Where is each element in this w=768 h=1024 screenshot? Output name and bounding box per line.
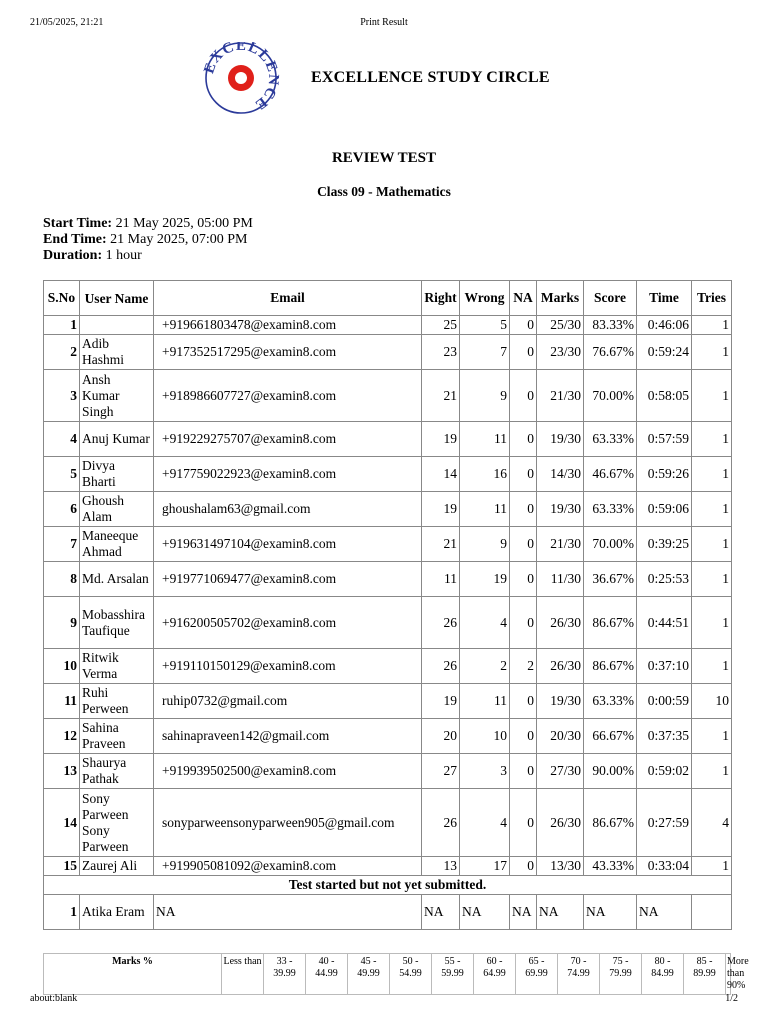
cell-email: +917759022923@examin8.com: [154, 457, 422, 492]
cell-na: 0: [510, 527, 537, 562]
logo-text: EXCELLENCE: [202, 42, 280, 114]
cell-sno: 3: [44, 370, 80, 422]
cell-right: 20: [422, 719, 460, 754]
cell-email: +919905081092@examin8.com: [154, 857, 422, 876]
cell-na: NA: [510, 895, 537, 930]
cell-right: NA: [422, 895, 460, 930]
logo: [202, 42, 280, 114]
distribution-label: Marks %: [44, 954, 222, 995]
cell-tries: 1: [692, 597, 732, 649]
cell-wrong: 10: [460, 719, 510, 754]
print-title: Print Result: [360, 17, 408, 28]
cell-na: 0: [510, 789, 537, 857]
table-row: [44, 335, 732, 370]
col-header: Wrong: [460, 281, 510, 316]
cell-na: 2: [510, 649, 537, 684]
not-submitted-heading-row: [44, 876, 732, 895]
cell-right: 14: [422, 457, 460, 492]
cell-tries: 1: [692, 754, 732, 789]
cell-score: 83.33%: [584, 316, 637, 335]
cell-score: NA: [584, 895, 637, 930]
distribution-bucket: 33 - 39.99: [264, 954, 306, 995]
duration-value: 1 hour: [105, 248, 142, 263]
not-submitted-body: [44, 895, 732, 930]
cell-sno: 7: [44, 527, 80, 562]
cell-email: +919771069477@examin8.com: [154, 562, 422, 597]
cell-user-name: Shaurya Pathak: [80, 754, 154, 789]
cell-user-name: Ritwik Verma: [80, 649, 154, 684]
cell-user-name: Ruhi Perween: [80, 684, 154, 719]
cell-marks: 26/30: [537, 597, 584, 649]
col-header: Tries: [692, 281, 732, 316]
table-row: [44, 492, 732, 527]
cell-marks: 26/30: [537, 789, 584, 857]
table-row: [44, 684, 732, 719]
cell-user-name: Zaurej Ali: [80, 857, 154, 876]
cell-time: 0:44:51: [637, 597, 692, 649]
cell-marks: 19/30: [537, 492, 584, 527]
cell-email: sonyparweensonyparween905@gmail.com: [154, 789, 422, 857]
cell-wrong: 19: [460, 562, 510, 597]
cell-marks: 21/30: [537, 527, 584, 562]
table-row: [44, 527, 732, 562]
cell-time: 0:59:26: [637, 457, 692, 492]
cell-email: +919110150129@examin8.com: [154, 649, 422, 684]
cell-sno: 9: [44, 597, 80, 649]
cell-right: 19: [422, 492, 460, 527]
cell-score: 90.00%: [584, 754, 637, 789]
distribution-header-row: [44, 954, 731, 995]
cell-email: +919939502500@examin8.com: [154, 754, 422, 789]
cell-user-name: Adib Hashmi: [80, 335, 154, 370]
cell-wrong: 3: [460, 754, 510, 789]
cell-right: 19: [422, 422, 460, 457]
cell-time: 0:58:05: [637, 370, 692, 422]
cell-tries: 1: [692, 649, 732, 684]
cell-right: 23: [422, 335, 460, 370]
cell-user-name: Ansh Kumar Singh: [80, 370, 154, 422]
cell-user-name: Sony Parween Sony Parween: [80, 789, 154, 857]
table-row: [44, 370, 732, 422]
start-value: 21 May 2025, 05:00 PM: [115, 216, 253, 231]
cell-na: 0: [510, 754, 537, 789]
cell-email: +918986607727@examin8.com: [154, 370, 422, 422]
cell-tries: 4: [692, 789, 732, 857]
cell-right: 26: [422, 649, 460, 684]
cell-score: 43.33%: [584, 857, 637, 876]
cell-email: +919631497104@examin8.com: [154, 527, 422, 562]
table-row: [44, 457, 732, 492]
distribution-bucket: 70 - 74.99: [558, 954, 600, 995]
cell-wrong: 16: [460, 457, 510, 492]
cell-marks: 26/30: [537, 649, 584, 684]
cell-sno: 2: [44, 335, 80, 370]
table-row: [44, 789, 732, 857]
cell-tries: [692, 895, 732, 930]
not-submitted-label: Test started but not yet submitted.: [44, 876, 732, 895]
cell-right: 13: [422, 857, 460, 876]
cell-na: 0: [510, 719, 537, 754]
footer-page: 1/2: [725, 993, 738, 1004]
cell-tries: 1: [692, 316, 732, 335]
cell-wrong: 2: [460, 649, 510, 684]
cell-marks: 27/30: [537, 754, 584, 789]
cell-marks: 20/30: [537, 719, 584, 754]
cell-score: 63.33%: [584, 422, 637, 457]
col-header: Marks: [537, 281, 584, 316]
cell-right: 25: [422, 316, 460, 335]
cell-right: 21: [422, 370, 460, 422]
cell-time: 0:33:04: [637, 857, 692, 876]
cell-tries: 1: [692, 422, 732, 457]
cell-tries: 1: [692, 562, 732, 597]
cell-email: ruhip0732@gmail.com: [154, 684, 422, 719]
table-row: [44, 857, 732, 876]
cell-marks: NA: [537, 895, 584, 930]
cell-time: 0:00:59: [637, 684, 692, 719]
cell-marks: 13/30: [537, 857, 584, 876]
distribution-bucket: More than 90%: [726, 954, 731, 995]
distribution-bucket: 40 - 44.99: [306, 954, 348, 995]
cell-score: 76.67%: [584, 335, 637, 370]
cell-right: 26: [422, 789, 460, 857]
distribution-bucket: 50 - 54.99: [390, 954, 432, 995]
cell-score: 86.67%: [584, 649, 637, 684]
duration-label: Duration:: [43, 248, 103, 263]
cell-wrong: 7: [460, 335, 510, 370]
cell-na: 0: [510, 492, 537, 527]
cell-user-name: Maneeque Ahmad: [80, 527, 154, 562]
col-header: NA: [510, 281, 537, 316]
cell-wrong: NA: [460, 895, 510, 930]
cell-wrong: 4: [460, 597, 510, 649]
cell-time: 0:25:53: [637, 562, 692, 597]
cell-score: 66.67%: [584, 719, 637, 754]
cell-wrong: 11: [460, 684, 510, 719]
distribution-bucket: 75 - 79.99: [600, 954, 642, 995]
table-row: [44, 754, 732, 789]
cell-na: 0: [510, 857, 537, 876]
cell-time: 0:39:25: [637, 527, 692, 562]
cell-user-name: Divya Bharti: [80, 457, 154, 492]
cell-user-name: Atika Eram: [80, 895, 154, 930]
table-row: [44, 422, 732, 457]
cell-user-name: Ghoush Alam: [80, 492, 154, 527]
start-label: Start Time:: [43, 216, 113, 231]
cell-right: 21: [422, 527, 460, 562]
table-row: [44, 649, 732, 684]
test-meta: [43, 216, 253, 264]
table-header-row: [44, 281, 732, 316]
cell-marks: 19/30: [537, 684, 584, 719]
cell-time: 0:46:06: [637, 316, 692, 335]
cell-tries: 10: [692, 684, 732, 719]
col-header: Email: [154, 281, 422, 316]
cell-tries: 1: [692, 527, 732, 562]
cell-wrong: 9: [460, 527, 510, 562]
cell-sno: 1: [44, 895, 80, 930]
col-header: User Name: [80, 281, 154, 316]
cell-sno: 1: [44, 316, 80, 335]
cell-time: 0:57:59: [637, 422, 692, 457]
cell-right: 27: [422, 754, 460, 789]
cell-score: 70.00%: [584, 370, 637, 422]
cell-sno: 5: [44, 457, 80, 492]
cell-score: 86.67%: [584, 789, 637, 857]
table-row: [44, 895, 732, 930]
cell-user-name: Anuj Kumar: [80, 422, 154, 457]
distribution-bucket: 85 - 89.99: [684, 954, 726, 995]
cell-email: +917352517295@examin8.com: [154, 335, 422, 370]
cell-sno: 15: [44, 857, 80, 876]
cell-na: 0: [510, 457, 537, 492]
cell-wrong: 11: [460, 492, 510, 527]
results-table: [43, 280, 732, 930]
cell-marks: 21/30: [537, 370, 584, 422]
results-body: [44, 316, 732, 876]
cell-na: 0: [510, 597, 537, 649]
table-row: [44, 562, 732, 597]
cell-email: sahinapraveen142@gmail.com: [154, 719, 422, 754]
cell-time: 0:27:59: [637, 789, 692, 857]
distribution-bucket: 60 - 64.99: [474, 954, 516, 995]
cell-score: 63.33%: [584, 492, 637, 527]
distribution-bucket: 80 - 84.99: [642, 954, 684, 995]
cell-sno: 12: [44, 719, 80, 754]
table-row: [44, 597, 732, 649]
col-header: Right: [422, 281, 460, 316]
table-row: [44, 316, 732, 335]
cell-score: 63.33%: [584, 684, 637, 719]
cell-score: 86.67%: [584, 597, 637, 649]
cell-na: 0: [510, 684, 537, 719]
test-subtitle: Class 09 - Mathematics: [317, 184, 451, 199]
cell-na: 0: [510, 316, 537, 335]
test-title: REVIEW TEST: [331, 150, 437, 166]
cell-email: +919661803478@examin8.com: [154, 316, 422, 335]
cell-tries: 1: [692, 370, 732, 422]
print-date: 21/05/2025, 21:21: [30, 17, 104, 28]
marks-distribution-table: [43, 953, 749, 995]
cell-wrong: 17: [460, 857, 510, 876]
distribution-bucket: 45 - 49.99: [348, 954, 390, 995]
cell-score: 46.67%: [584, 457, 637, 492]
distribution-bucket: Less than: [222, 954, 264, 995]
cell-sno: 4: [44, 422, 80, 457]
cell-score: 70.00%: [584, 527, 637, 562]
logo-emblem: [202, 42, 280, 114]
cell-na: 0: [510, 370, 537, 422]
cell-na: 0: [510, 562, 537, 597]
cell-marks: 19/30: [537, 422, 584, 457]
cell-score: 36.67%: [584, 562, 637, 597]
cell-tries: 1: [692, 719, 732, 754]
cell-wrong: 9: [460, 370, 510, 422]
cell-sno: 14: [44, 789, 80, 857]
cell-time: 0:59:24: [637, 335, 692, 370]
distribution-bucket: 55 - 59.99: [432, 954, 474, 995]
cell-user-name: [80, 316, 154, 335]
cell-email: +919229275707@examin8.com: [154, 422, 422, 457]
cell-right: 19: [422, 684, 460, 719]
cell-wrong: 4: [460, 789, 510, 857]
cell-user-name: Md. Arsalan: [80, 562, 154, 597]
col-header: Score: [584, 281, 637, 316]
cell-sno: 10: [44, 649, 80, 684]
cell-email: ghoushalam63@gmail.com: [154, 492, 422, 527]
cell-user-name: Mobasshira Taufique: [80, 597, 154, 649]
org-name: EXCELLENCE STUDY CIRCLE: [311, 69, 550, 86]
cell-marks: 11/30: [537, 562, 584, 597]
cell-wrong: 5: [460, 316, 510, 335]
cell-email: +916200505702@examin8.com: [154, 597, 422, 649]
end-value: 21 May 2025, 07:00 PM: [110, 232, 248, 247]
cell-marks: 14/30: [537, 457, 584, 492]
cell-time: NA: [637, 895, 692, 930]
cell-wrong: 11: [460, 422, 510, 457]
cell-user-name: Sahina Praveen: [80, 719, 154, 754]
col-header: S.No: [44, 281, 80, 316]
cell-sno: 13: [44, 754, 80, 789]
end-label: End Time:: [43, 232, 107, 247]
cell-tries: 1: [692, 857, 732, 876]
cell-sno: 11: [44, 684, 80, 719]
cell-time: 0:59:02: [637, 754, 692, 789]
cell-right: 11: [422, 562, 460, 597]
footer-url: about:blank: [30, 993, 78, 1004]
cell-time: 0:37:10: [637, 649, 692, 684]
cell-tries: 1: [692, 457, 732, 492]
cell-tries: 1: [692, 335, 732, 370]
cell-sno: 8: [44, 562, 80, 597]
cell-tries: 1: [692, 492, 732, 527]
cell-sno: 6: [44, 492, 80, 527]
cell-email: NA: [154, 895, 422, 930]
cell-na: 0: [510, 422, 537, 457]
cell-time: 0:37:35: [637, 719, 692, 754]
distribution-bucket: 65 - 69.99: [516, 954, 558, 995]
cell-right: 26: [422, 597, 460, 649]
cell-time: 0:59:06: [637, 492, 692, 527]
cell-na: 0: [510, 335, 537, 370]
cell-marks: 23/30: [537, 335, 584, 370]
cell-marks: 25/30: [537, 316, 584, 335]
table-row: [44, 719, 732, 754]
col-header: Time: [637, 281, 692, 316]
